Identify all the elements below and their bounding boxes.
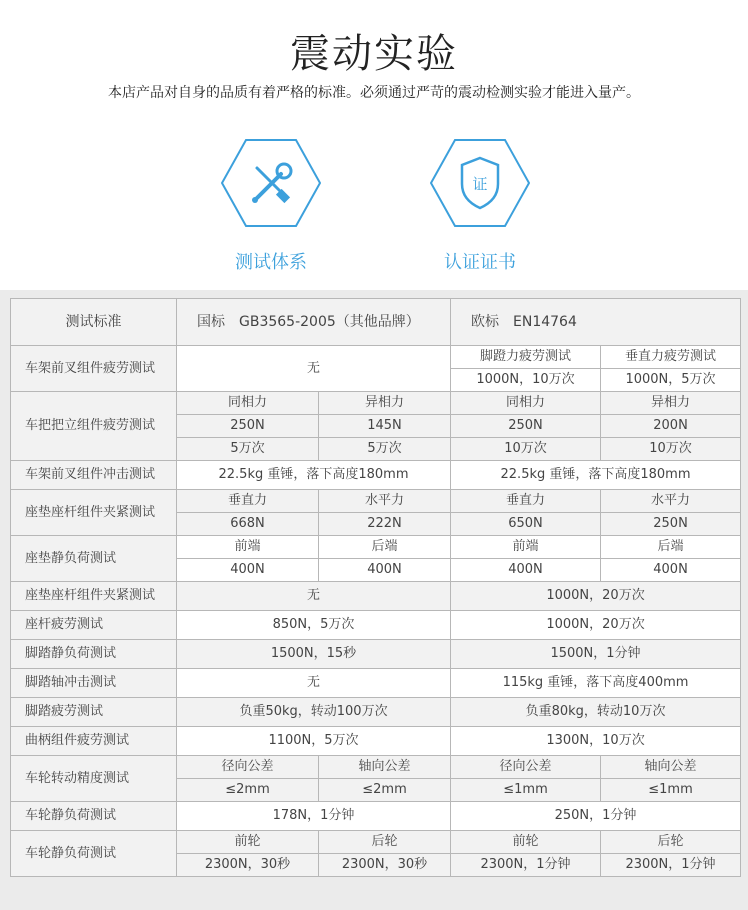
sub-header: 水平力 bbox=[601, 490, 741, 513]
gb-value: 无 bbox=[177, 669, 451, 698]
header-en-standard: 欧标 EN14764 bbox=[451, 299, 741, 346]
sub-header: 径向公差 bbox=[177, 756, 319, 779]
gb-value: 1500N，15秒 bbox=[177, 640, 451, 669]
en-value: 1000N，20万次 bbox=[451, 611, 741, 640]
table-row bbox=[11, 392, 741, 415]
en-value: 1500N，1分钟 bbox=[451, 640, 741, 669]
cell-value: ≤2mm bbox=[177, 779, 319, 802]
sub-header: 垂直力 bbox=[177, 490, 319, 513]
gb-value: 无 bbox=[177, 582, 451, 611]
cell-value: 250N bbox=[451, 415, 601, 438]
feature-label: 测试体系 bbox=[235, 252, 307, 273]
sub-header: 轴向公差 bbox=[319, 756, 451, 779]
sub-header: 同相力 bbox=[177, 392, 319, 415]
test-standards-table bbox=[10, 298, 741, 877]
table-row bbox=[11, 536, 741, 559]
sub-header: 后轮 bbox=[319, 831, 451, 854]
test-name: 车架前叉组件冲击测试 bbox=[11, 461, 177, 490]
cell-value: 10万次 bbox=[451, 438, 601, 461]
cell-value: 2300N，30秒 bbox=[319, 854, 451, 877]
table-row bbox=[11, 756, 741, 779]
test-standards-panel bbox=[0, 290, 748, 910]
cell-value: ≤1mm bbox=[601, 779, 741, 802]
cell-value: 200N bbox=[601, 415, 741, 438]
header-test-standard: 测试标准 bbox=[11, 299, 177, 346]
page-title: 震动实验 bbox=[290, 31, 458, 77]
cell-value: ≤2mm bbox=[319, 779, 451, 802]
gb-value: 178N，1分钟 bbox=[177, 802, 451, 831]
table-row bbox=[11, 611, 741, 640]
sub-header: 后端 bbox=[601, 536, 741, 559]
sub-header: 前轮 bbox=[451, 831, 601, 854]
gb-value: 1100N，5万次 bbox=[177, 727, 451, 756]
cell-value: 2300N，1分钟 bbox=[601, 854, 741, 877]
feature-certificate bbox=[420, 138, 540, 274]
test-name: 座垫静负荷测试 bbox=[11, 536, 177, 582]
sub-header: 水平力 bbox=[319, 490, 451, 513]
table-row bbox=[11, 802, 741, 831]
shield-certificate-icon bbox=[430, 138, 530, 228]
certificate-badge-text: 证 bbox=[472, 175, 488, 193]
feature-test-system bbox=[211, 138, 331, 274]
test-name: 座垫座杆组件夹紧测试 bbox=[11, 490, 177, 536]
cell-value: 250N bbox=[177, 415, 319, 438]
table-row bbox=[11, 669, 741, 698]
table-row bbox=[11, 490, 741, 513]
en-value: 115kg 重锤，落下高度400mm bbox=[451, 669, 741, 698]
sub-header: 前端 bbox=[451, 536, 601, 559]
cell-value: 5万次 bbox=[177, 438, 319, 461]
en-value: 负重80kg，转动10万次 bbox=[451, 698, 741, 727]
cell-value: 2300N，30秒 bbox=[177, 854, 319, 877]
en-value: 1000N，20万次 bbox=[451, 582, 741, 611]
table-row bbox=[11, 727, 741, 756]
en-sub-header: 脚蹬力疲劳测试 bbox=[451, 346, 601, 369]
gb-value: 850N，5万次 bbox=[177, 611, 451, 640]
cell-value: 400N bbox=[177, 559, 319, 582]
table-row bbox=[11, 640, 741, 669]
test-name: 车轮静负荷测试 bbox=[11, 802, 177, 831]
gb-value: 无 bbox=[177, 346, 451, 392]
cell-value: 250N bbox=[601, 513, 741, 536]
cell-value: 650N bbox=[451, 513, 601, 536]
cell-value: 400N bbox=[451, 559, 601, 582]
cell-value: 145N bbox=[319, 415, 451, 438]
test-name: 脚踏疲劳测试 bbox=[11, 698, 177, 727]
tools-icon bbox=[221, 138, 321, 228]
sub-header: 异相力 bbox=[601, 392, 741, 415]
cell-value: 668N bbox=[177, 513, 319, 536]
sub-header: 轴向公差 bbox=[601, 756, 741, 779]
sub-header: 同相力 bbox=[451, 392, 601, 415]
page-subtitle: 本店产品对自身的品质有着严格的标准。必须通过严苛的震动检测实验才能进入量产。 bbox=[108, 85, 640, 101]
test-name: 脚踏轴冲击测试 bbox=[11, 669, 177, 698]
cell-value: 400N bbox=[319, 559, 451, 582]
en-value: 22.5kg 重锤，落下高度180mm bbox=[451, 461, 741, 490]
table-row bbox=[11, 831, 741, 854]
sub-header: 前轮 bbox=[177, 831, 319, 854]
en-value: 1300N，10万次 bbox=[451, 727, 741, 756]
cell-value: 400N bbox=[601, 559, 741, 582]
sub-header: 后端 bbox=[319, 536, 451, 559]
test-name: 脚踏静负荷测试 bbox=[11, 640, 177, 669]
sub-header: 后轮 bbox=[601, 831, 741, 854]
test-name: 座杆疲劳测试 bbox=[11, 611, 177, 640]
sub-header: 前端 bbox=[177, 536, 319, 559]
en-value: 1000N，5万次 bbox=[601, 369, 741, 392]
test-name: 座垫座杆组件夹紧测试 bbox=[11, 582, 177, 611]
cell-value: 2300N，1分钟 bbox=[451, 854, 601, 877]
table-row bbox=[11, 461, 741, 490]
test-name: 车轮静负荷测试 bbox=[11, 831, 177, 877]
table-row bbox=[11, 698, 741, 727]
table-header-row bbox=[11, 299, 741, 346]
table-row bbox=[11, 346, 741, 369]
sub-header: 垂直力 bbox=[451, 490, 601, 513]
table-row bbox=[11, 582, 741, 611]
cell-value: 10万次 bbox=[601, 438, 741, 461]
cell-value: 5万次 bbox=[319, 438, 451, 461]
gb-value: 负重50kg，转动100万次 bbox=[177, 698, 451, 727]
cell-value: ≤1mm bbox=[451, 779, 601, 802]
cell-value: 222N bbox=[319, 513, 451, 536]
test-name: 曲柄组件疲劳测试 bbox=[11, 727, 177, 756]
feature-label: 认证证书 bbox=[444, 252, 516, 273]
sub-header: 异相力 bbox=[319, 392, 451, 415]
sub-header: 径向公差 bbox=[451, 756, 601, 779]
header-gb-standard: 国标 GB3565-2005（其他品牌） bbox=[177, 299, 451, 346]
en-sub-header: 垂直力疲劳测试 bbox=[601, 346, 741, 369]
test-name: 车架前叉组件疲劳测试 bbox=[11, 346, 177, 392]
test-name: 车把把立组件疲劳测试 bbox=[11, 392, 177, 461]
test-name: 车轮转动精度测试 bbox=[11, 756, 177, 802]
en-value: 250N，1分钟 bbox=[451, 802, 741, 831]
en-value: 1000N，10万次 bbox=[451, 369, 601, 392]
gb-value: 22.5kg 重锤，落下高度180mm bbox=[177, 461, 451, 490]
